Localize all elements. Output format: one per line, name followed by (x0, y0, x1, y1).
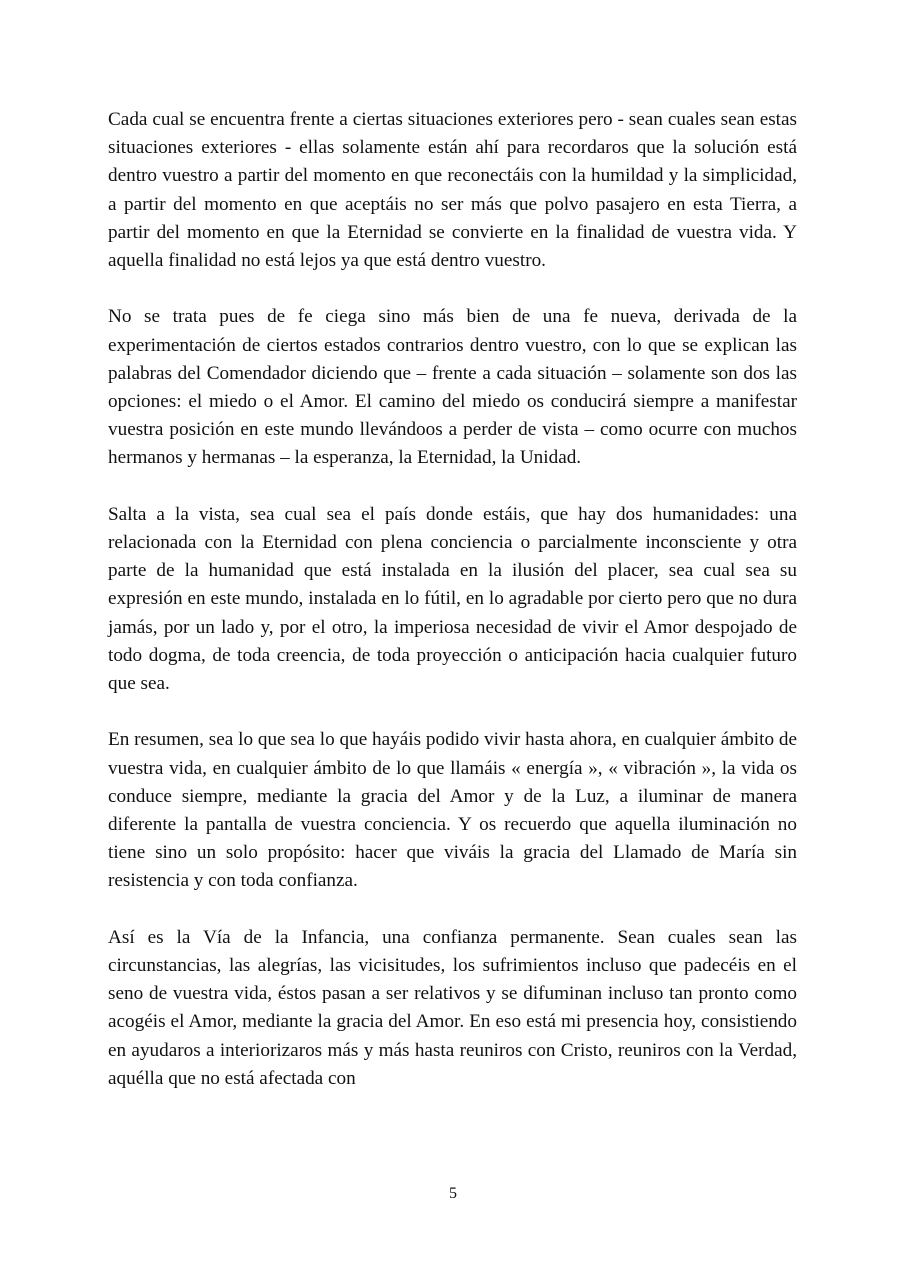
page-number: 5 (449, 1185, 457, 1202)
paragraph-1: Cada cual se encuentra frente a ciertas situaciones exteriores pero - sean cuales sean estas situaciones exteriores - ellas solamente están ahí para recordaros que la solución está dentro vuestro a partir del momento en que reconectáis con la humildad y la simplicidad, a partir del momento en que aceptáis no ser más que polvo pasajero en esta Tierra, a partir del momento en que la Eternidad se convierte en la finalidad de vuestra vida. Y aquella finalidad no está lejos ya que está dentro vuestro. (108, 109, 797, 272)
paragraph-3: Salta a la vista, sea cual sea el país donde estáis, que hay dos humanidades: una relacionada con la Eternidad con plena conciencia o parcialmente inconsciente y otra parte de la humanidad que está instalada en la ilusión del placer, sea cual sea su expresión en este mundo, instalada en lo fútil, en lo agradable por cierto pero que no dura jamás, por un lado y, por el otro, la imperiosa necesidad de vivir el Amor despojado de todo dogma, de toda creencia, de toda proyección o anticipación hacia cualquier futuro que sea. (108, 503, 797, 695)
paragraph-2: No se trata pues de fe ciega sino más bien de una fe nueva, derivada de la experimentación de ciertos estados contrarios dentro vuestro, con lo que se explican las palabras del Comendador diciendo que – frente a cada situación – solamente son dos las opciones: el miedo o el Amor. El camino del miedo os conducirá siempre a manifestar vuestra posición en este mundo llevándoos a perder de vista – como ocurre con muchos hermanos y hermanas – la esperanza, la Eternidad, la Unidad. (108, 306, 797, 469)
paragraph-4: En resumen, sea lo que sea lo que hayáis podido vivir hasta ahora, en cualquier ámbito de vuestra vida, en cualquier ámbito de lo que llamáis « energía », « vibración », la vida os conduce siempre, mediante la gracia del Amor y de la Luz, a iluminar de manera diferente la pantalla de vuestra conciencia. Y os recuerdo que aquella iluminación no tiene sino un solo propósito: hacer que viváis la gracia del Llamado de María sin resistencia y con toda confianza. (108, 729, 797, 892)
paragraph-5: Así es la Vía de la Infancia, una confianza permanente. Sean cuales sean las circunstancias, las alegrías, las vicisitudes, los sufrimientos incluso que padecéis en el seno de vuestra vida, éstos pasan a ser relativos y se difuminan incluso tan pronto como acogéis el Amor, mediante la gracia del Amor. En eso está mi presencia hoy, consistiendo en ayudaros a interiorizaros más y más hasta reuniros con Cristo, reuniros con la Verdad, aquélla que no está afectada con (108, 926, 797, 1089)
document-body (108, 106, 797, 1093)
